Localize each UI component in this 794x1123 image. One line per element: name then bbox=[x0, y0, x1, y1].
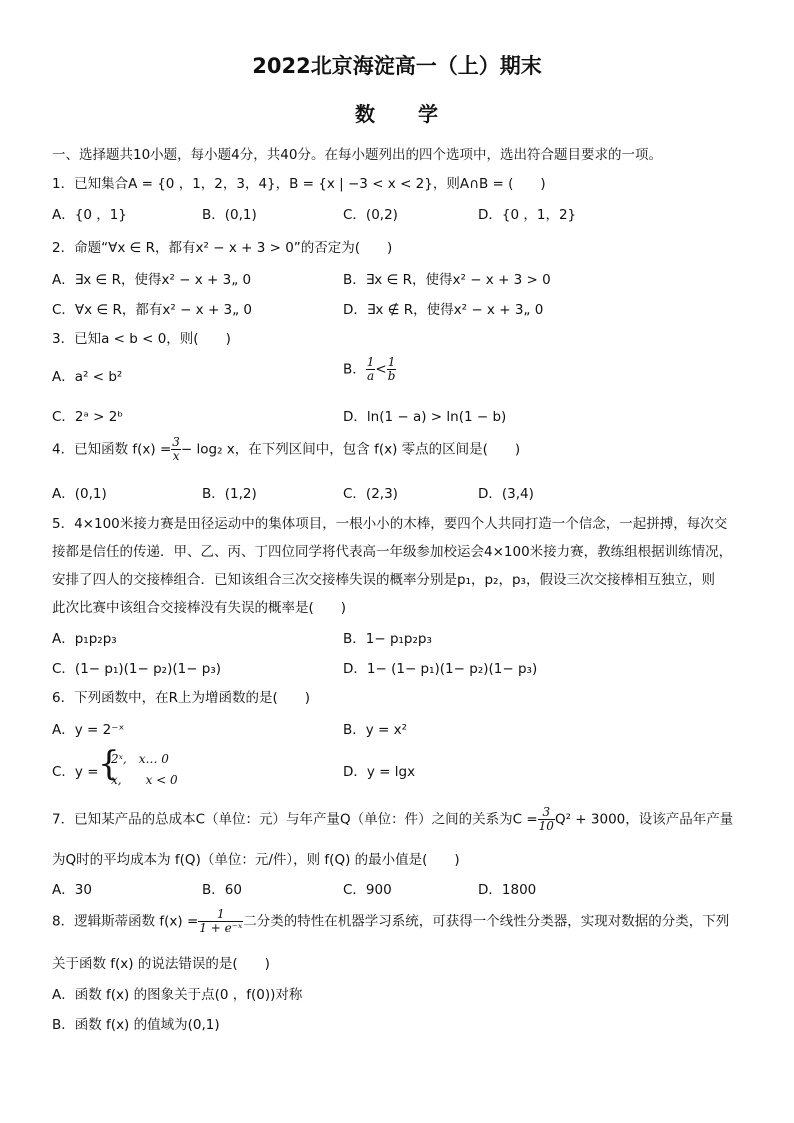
q3-option-c: C．2ᵃ > 2ᵇ bbox=[52, 409, 124, 425]
q3-option-b: B． $\frac{1}{a}$ < $\frac{1}{b}$ bbox=[343, 355, 396, 383]
q4-option-a: A．(0,1) bbox=[52, 486, 107, 502]
piecewise-brace: { bbox=[98, 744, 120, 784]
q6-option-c: C．y = bbox=[52, 764, 99, 780]
q8-option-b: B．函数 f(x) 的值域为(0,1) bbox=[52, 1017, 220, 1033]
q5-option-d: D．1− (1− p₁)(1− p₂)(1− p₃) bbox=[343, 661, 538, 677]
piecewise-case-1: 2ˣ, x… 0 bbox=[111, 752, 169, 766]
question-7-line-2: 为Q时的平均成本为 f(Q)（单位：元/件），则 f(Q) 的最小值是( ) bbox=[52, 852, 460, 868]
q5-option-a: A．p₁p₂p₃ bbox=[52, 631, 117, 647]
q2-option-c: C．∀x ∈ R，都有x² − x + 3„ 0 bbox=[52, 302, 253, 318]
q3-option-b-label: B． bbox=[343, 361, 366, 378]
fraction-one-over-b: $\frac{1}{b}$ bbox=[387, 355, 396, 383]
q2-option-a: A．∃x ∈ R，使得x² − x + 3„ 0 bbox=[52, 272, 252, 288]
fraction-one-over-a: $\frac{1}{a}$ bbox=[366, 355, 375, 383]
fraction-three-over-x: $\frac{3}{x}$ bbox=[172, 435, 180, 463]
q1-option-b: B．(0,1) bbox=[202, 207, 257, 223]
q5-option-b: B．1− p₁p₂p₃ bbox=[343, 631, 432, 647]
q1-option-d: D．{0 ，1，2} bbox=[478, 207, 577, 223]
q2-option-b: B．∃x ∈ R，使得x² − x + 3 > 0 bbox=[343, 272, 551, 288]
q7-option-b: B．60 bbox=[202, 882, 242, 898]
q4-option-d: D．(3,4) bbox=[478, 486, 534, 502]
question-2-stem: 2．命题“∀x ∈ R，都有x² − x + 3 > 0”的否定为( ) bbox=[52, 240, 393, 256]
q3-option-a: A．a² < b² bbox=[52, 369, 123, 385]
section-intro: 一、选择题共10小题，每小题4分，共40分。在每小题列出的四个选项中，选出符合题目要求的一项。 bbox=[52, 147, 662, 163]
question-4-stem: 4．已知函数 f(x) = $\frac{3}{x}$ − log₂ x，在下列区间中，包含 f(x) 零点的区间是( ) bbox=[52, 435, 521, 463]
question-8-stem: 8．逻辑斯蒂函数 f(x) = $\frac{1}{\text{1 + e⁻ˣ}}$ 二分类的特性在机器学习系统，可获得一个线性分类器，实现对数据的分类，下列 bbox=[52, 907, 730, 935]
q6-option-d: D．y = lgx bbox=[343, 764, 416, 780]
question-3-stem: 3．已知a < b < 0，则( ) bbox=[52, 331, 231, 347]
question-5-line-4: 此次比赛中该组合交接棒没有失误的概率是( ) bbox=[52, 600, 347, 616]
q1-option-c: C．(0,2) bbox=[343, 207, 398, 223]
page-title: 2022北京海淀高一（上）期末 bbox=[252, 54, 542, 78]
q4-option-c: C．(2,3) bbox=[343, 486, 398, 502]
subject-title: 数 学 bbox=[355, 102, 439, 126]
question-1-stem: 1．已知集合A = {0 ，1，2，3，4}，B = {x | −3 < x < 2}，则A∩B = ( ) bbox=[52, 176, 546, 192]
q3-option-d: D．ln(1 − a) > ln(1 − b) bbox=[343, 409, 507, 425]
question-5-line-2: 接都是信任的传递．甲、乙、丙、丁四位同学将代表高一年级参加校运会4×100米接力赛，教练组根据训练情况， bbox=[52, 544, 733, 560]
q6-option-b: B．y = x² bbox=[343, 722, 408, 738]
question-5-line-1: 5．4×100米接力赛是田径运动中的集体项目，一根小小的木棒，要四个人共同打造一个信念，一起拼搏，每次交 bbox=[52, 516, 728, 532]
q2-option-d: D．∃x ∉ R，使得x² − x + 3„ 0 bbox=[343, 302, 544, 318]
q7-option-c: C．900 bbox=[343, 882, 392, 898]
fraction-logistic: $\frac{1}{\text{1 + e⁻ˣ}}$ bbox=[199, 907, 243, 935]
q5-option-c: C．(1− p₁)(1− p₂)(1− p₃) bbox=[52, 661, 222, 677]
question-6-stem: 6．下列函数中，在R上为增函数的是( ) bbox=[52, 690, 311, 706]
q1-option-a: A．{0 ，1} bbox=[52, 207, 127, 223]
q8-option-a: A．函数 f(x) 的图象关于点(0 ，f(0))对称 bbox=[52, 987, 303, 1003]
q6-option-a: A．y = 2⁻ˣ bbox=[52, 722, 125, 738]
question-7-stem: 7．已知某产品的总成本C（单位：元）与年产量Q（单位：件）之间的关系为C = $\frac{3}{10}$ Q² + 3000，设该产品年产量 bbox=[52, 805, 734, 833]
question-8-line-2: 关于函数 f(x) 的说法错误的是( ) bbox=[52, 956, 270, 972]
piecewise-case-2: x, x < 0 bbox=[111, 773, 178, 787]
fraction-three-over-ten: $\frac{3}{10}$ bbox=[538, 805, 554, 833]
question-5-line-3: 安排了四人的交接棒组合．已知该组合三次交接棒失误的概率分别是p₁，p₂，p₃，假设三次交接棒相互独立，则 bbox=[52, 572, 715, 588]
q7-option-a: A．30 bbox=[52, 882, 92, 898]
q7-option-d: D．1800 bbox=[478, 882, 537, 898]
q4-option-b: B．(1,2) bbox=[202, 486, 257, 502]
